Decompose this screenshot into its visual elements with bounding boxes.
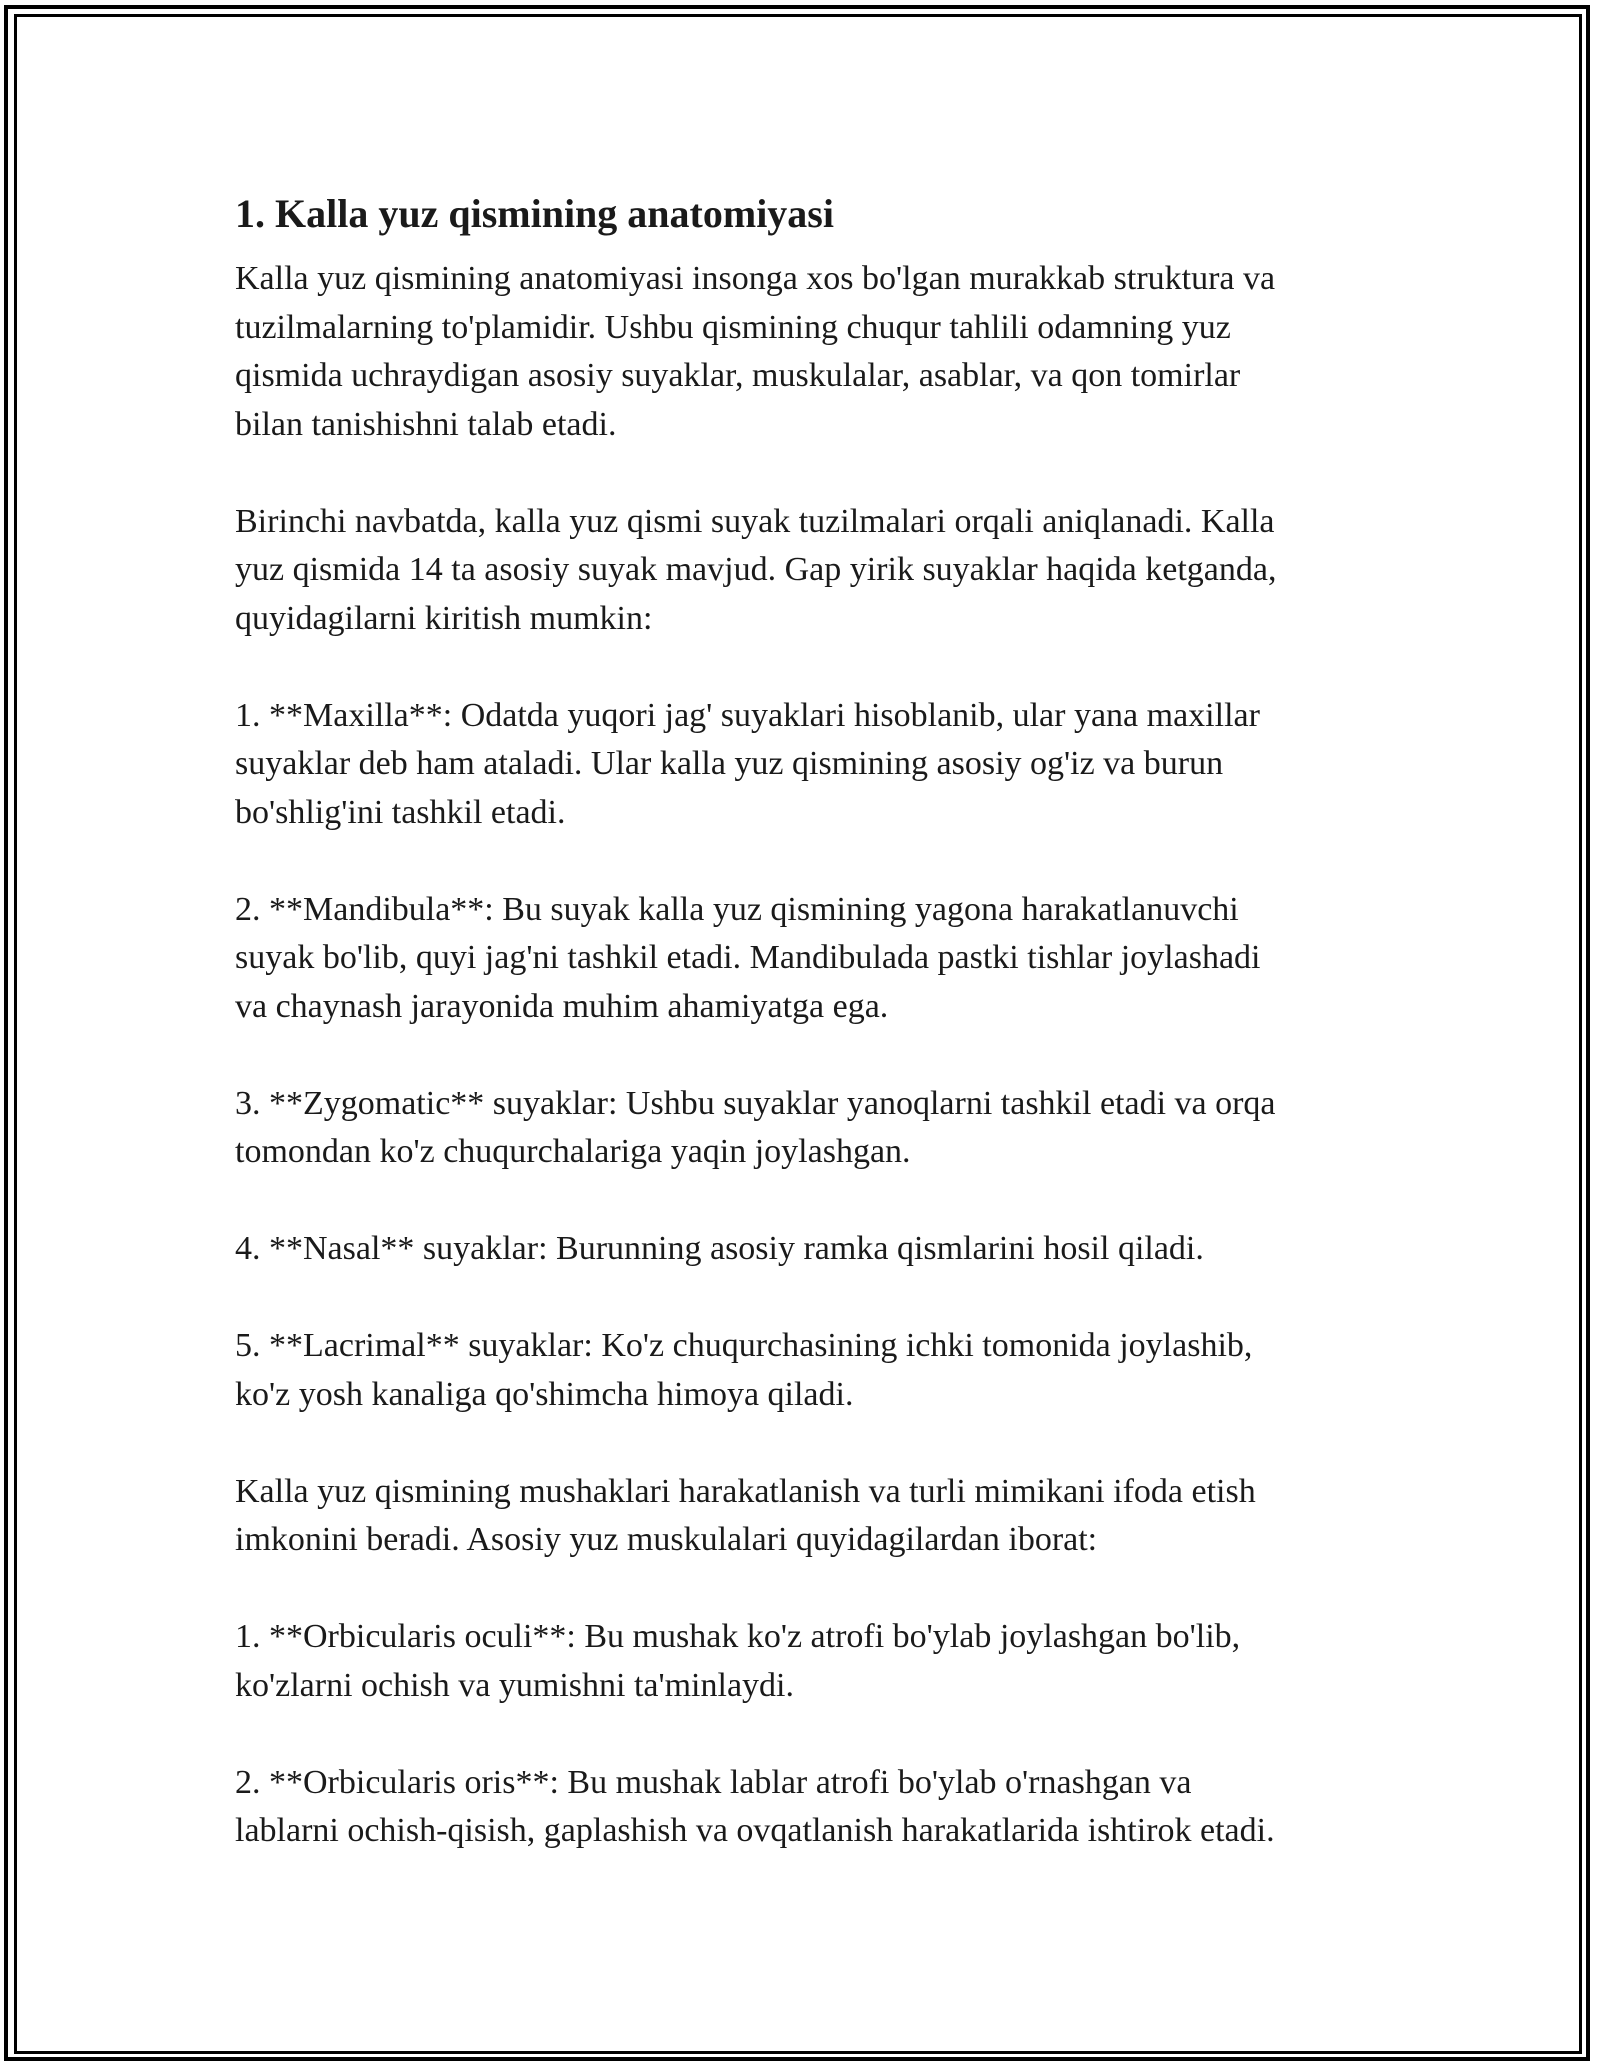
- document-body: [235, 185, 1395, 1904]
- list-item-zygomatic: 3. **Zygomatic** suyaklar: Ushbu suyaklar yanoqlarni tashkil etadi va orqa tomondan ko'z chuqurchalariga yaqin joylashgan.: [235, 1084, 1276, 1170]
- intro-paragraph: Kalla yuz qismining anatomiyasi insonga xos bo'lgan murakkab struktura va tuzilmalarning to'plamidir. Ushbu qismining chuqur tahlili odamning yuz qismida uchraydigan asosiy suyaklar, muskulalar, asablar, va qon tomirlar bilan tanishishni talab etadi.: [235, 260, 1276, 443]
- muscles-intro-paragraph: Kalla yuz qismining mushaklari harakatlanish va turli mimikani ifoda etish imkonini beradi. Asosiy yuz muskulalari quyidagilardan iborat:: [235, 1472, 1256, 1558]
- bones-intro-paragraph: Birinchi navbatda, kalla yuz qismi suyak tuzilmalari orqali aniqlanadi. Kalla yuz qismida 14 ta asosiy suyak mavjud. Gap yirik suyaklar haqida ketganda, quyidagilarni kiritish mumkin:: [235, 502, 1277, 637]
- list-item-maxilla: 1. **Maxilla**: Odatda yuqori jag' suyaklari hisoblanib, ular yana maxillar suyaklar deb ham ataladi. Ular kalla yuz qismining asosiy og'iz va burun bo'shlig'ini tashkil etadi.: [235, 696, 1260, 831]
- list-item-nasal: 4. **Nasal** suyaklar: Burunning asosiy ramka qismlarini hosil qiladi.: [235, 1230, 1204, 1267]
- document-title: 1. Kalla yuz qismining anatomiyasi: [235, 191, 834, 236]
- list-item-orbicularis-oris: 2. **Orbicularis oris**: Bu mushak lablar atrofi bo'ylab o'rnashgan va lablarni ochish-qisish, gaplashish va ovqatlanish harakatlarida ishtirok etadi.: [235, 1763, 1275, 1849]
- list-item-orbicularis-oculi: 1. **Orbicularis oculi**: Bu mushak ko'z atrofi bo'ylab joylashgan bo'lib, ko'zlarni ochish va yumishni ta'minlaydi.: [235, 1618, 1241, 1704]
- list-item-lacrimal: 5. **Lacrimal** suyaklar: Ko'z chuqurchasining ichki tomonida joylashib, ko'z yosh kanaliga qo'shimcha himoya qiladi.: [235, 1327, 1253, 1413]
- list-item-mandibula: 2. **Mandibula**: Bu suyak kalla yuz qismining yagona harakatlanuvchi suyak bo'lib, quyi jag'ni tashkil etadi. Mandibulada pastki tishlar joylashadi va chaynash jarayonida muhim ahamiyatga ega.: [235, 890, 1261, 1025]
